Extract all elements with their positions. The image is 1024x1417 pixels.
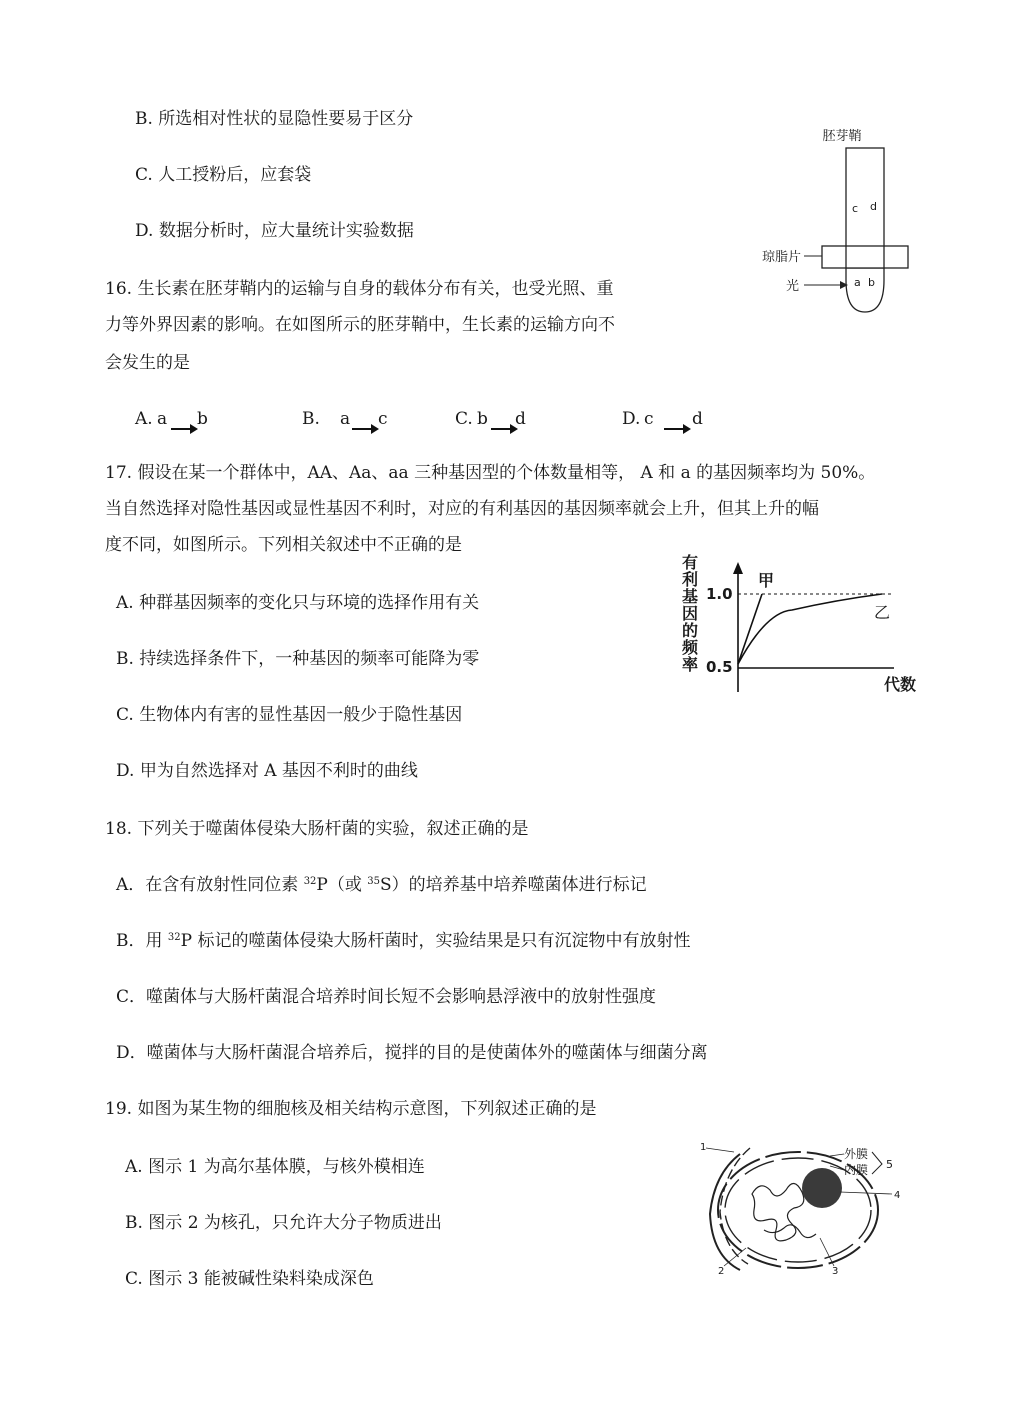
q19-option-c: C. 图示 3 能被碱性染料染成深色 <box>125 1269 374 1289</box>
outer-membrane-label: 外膜 <box>844 1147 869 1161</box>
q16-option-d <box>622 408 742 436</box>
coleoptile-base <box>846 268 884 312</box>
nucleus-figure <box>694 1134 924 1284</box>
superscript: 32 <box>303 876 317 887</box>
arrow-icon <box>350 422 380 436</box>
y-axis-label-text: 有利基因的频率 <box>682 553 699 674</box>
y-axis-label <box>682 553 699 674</box>
label-a: a <box>854 276 861 289</box>
text: S）的培养基中培养噬菌体进行标记 <box>380 875 647 895</box>
text: P（或 <box>316 875 368 895</box>
label-2: 2 <box>718 1266 725 1277</box>
arrow-icon <box>169 422 199 436</box>
q19-stem: 19. 如图为某生物的细胞核及相关结构示意图，下列叙述正确的是 <box>105 1099 597 1119</box>
q16-option-b <box>302 408 422 436</box>
series-jia-line <box>738 594 762 664</box>
superscript: 35 <box>367 876 380 887</box>
label-3: 3 <box>832 1266 839 1277</box>
superscript: 32 <box>167 932 181 943</box>
series-jia-label: 甲 <box>758 571 775 590</box>
x-axis-label: 代数 <box>884 675 917 694</box>
inner-membrane-label: 内膜 <box>844 1163 869 1177</box>
bracket-icon <box>872 1152 882 1174</box>
text: B．用 <box>116 931 168 951</box>
arrow-icon <box>662 422 692 436</box>
text: P 标记的噬菌体侵染大肠杆菌时，实验结果是只有沉淀物中有放射性 <box>180 931 691 951</box>
option-letter: D. <box>622 409 641 429</box>
figure-title: 胚芽鞘 <box>822 129 862 144</box>
label-1: 1 <box>700 1142 707 1153</box>
q15-option-b: B. 所选相对性状的显隐性要易于区分 <box>135 109 414 129</box>
series-yi-label: 乙 <box>874 603 891 622</box>
agar-label: 琼脂片 <box>762 250 802 265</box>
gene-frequency-chart <box>676 552 936 702</box>
option-letter: B. <box>302 409 320 429</box>
q18-option-c: C．噬菌体与大肠杆菌混合培养时间长短不会影响悬浮液中的放射性强度 <box>116 987 657 1007</box>
option-to: d <box>692 409 703 429</box>
q17-option-b: B. 持续选择条件下，一种基因的频率可能降为零 <box>116 649 480 669</box>
q15-option-d: D. 数据分析时，应大量统计实验数据 <box>135 221 414 241</box>
q19-option-b: B. 图示 2 为核孔，只允许大分子物质进出 <box>125 1213 442 1233</box>
q18-option-a <box>116 874 647 896</box>
option-from: b <box>477 409 488 429</box>
light-label: 光 <box>786 279 800 294</box>
option-to: d <box>515 409 526 429</box>
y-tick-top: 1.0 <box>706 585 733 603</box>
q18-stem: 18. 下列关于噬菌体侵染大肠杆菌的实验，叙述正确的是 <box>105 819 529 839</box>
option-from: c <box>644 409 654 429</box>
q18-option-d: D．噬菌体与大肠杆菌混合培养后，搅拌的目的是使菌体外的噬菌体与细菌分离 <box>116 1043 708 1063</box>
q17-option-d: D. 甲为自然选择对 A 基因不利时的曲线 <box>116 761 418 781</box>
chromatin <box>752 1183 804 1240</box>
label-b: b <box>868 276 875 289</box>
option-letter: A. <box>135 409 153 429</box>
label-c: c <box>852 202 859 215</box>
q18-option-b <box>116 930 690 952</box>
q17-stem-line-3: 度不同，如图所示。下列相关叙述中不正确的是 <box>105 535 462 555</box>
q17-stem-line-1: 17. 假设在某一个群体中，AA、Aa、aa 三种基因型的个体数量相等， A 和 a 的基因频率均为 50%。 <box>105 463 876 483</box>
option-to: b <box>197 409 208 429</box>
label-5: 5 <box>886 1158 893 1171</box>
nucleolus <box>802 1168 842 1208</box>
q17-option-a: A. 种群基因频率的变化只与环境的选择作用有关 <box>116 593 480 613</box>
q17-stem-line-2: 当自然选择对隐性基因或显性基因不利时，对应的有利基因的基因频率就会上升，但其上升的幅 <box>105 499 819 519</box>
q16-stem-line-3: 会发生的是 <box>105 353 190 373</box>
agar-block <box>822 246 908 268</box>
q19-option-a: A. 图示 1 为高尔基体膜，与核外模相连 <box>125 1157 425 1177</box>
coleoptile-figure <box>760 120 920 320</box>
q16-option-c <box>455 408 575 436</box>
q16-stem-line-1: 16. 生长素在胚芽鞘内的运输与自身的载体分布有关，也受光照、重 <box>105 279 614 299</box>
text: A．在含有放射性同位素 <box>116 875 304 895</box>
option-letter: C. <box>455 409 473 429</box>
label-4: 4 <box>894 1190 901 1201</box>
y-axis-arrow-icon <box>733 562 743 574</box>
y-tick-bottom: 0.5 <box>706 658 733 676</box>
series-yi-line <box>738 594 882 664</box>
q16-option-a <box>135 408 255 436</box>
q15-option-c: C. 人工授粉后，应套袋 <box>135 165 312 185</box>
option-from: a <box>157 409 168 429</box>
label-d: d <box>870 200 877 213</box>
option-from: a <box>340 409 351 429</box>
q17-option-c: C. 生物体内有害的显性基因一般少于隐性基因 <box>116 705 463 725</box>
option-to: c <box>378 409 388 429</box>
q16-stem-line-2: 力等外界因素的影响。在如图所示的胚芽鞘中，生长素的运输方向不 <box>105 315 615 335</box>
